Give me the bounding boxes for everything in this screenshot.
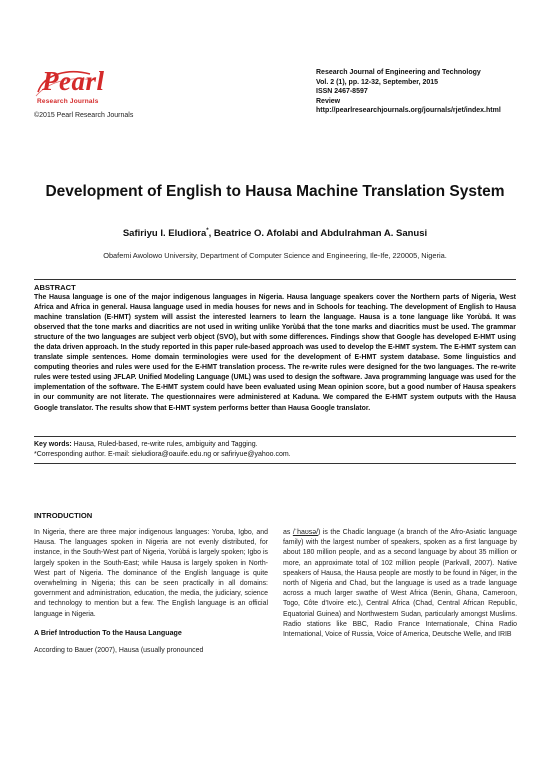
journal-volume: Vol. 2 (1), pp. 12-32, September, 2015 [316, 78, 439, 86]
journal-info [316, 68, 501, 116]
body-column-right [283, 528, 517, 640]
keywords [34, 441, 258, 448]
journal-issn: ISSN 2467-8597 [316, 88, 368, 96]
introduction-heading: INTRODUCTION [34, 511, 93, 520]
keywords-label: Key words: [34, 441, 72, 448]
abstract-heading: ABSTRACT [34, 283, 76, 292]
keywords-bottom-rule [34, 463, 516, 464]
abstract-text: The Hausa language is one of the major indigenous languages in Nigeria. Hausa language speakers cover the Northern parts of Nigeria, West Africa and Africa in general. Hausa language used in media houses for news and in Schools for teaching. The development of English to Hausa machine translation (E-HMT) system will assist the interested learners to learn the language. Hausa is a tone language like Yorùbá. It was observed that the tone marks and diacritics are not used in writing unlike Yorùbá that the tone marks and diacritics must be used. The grammar structure of the two languages are subject verb object (SVO), but with some differences. Findings show that Google has developed E-HMT using the data driven approach. In the study reported in this paper rule-based approach was used to develop the E-HMT system. The E-HMT system can translate simple sentences. Home domain terminologies were used for the development of E-HMT system database. Some linguistics and computing theories and rules were used for the E-HMT translation process. The re-write rules were designed for the two languages. The re-write rules were tested using JFLAP. Unified Modeling Language (UML) was used to design the software. Java programming language was used for the implementation of the software. The E-HMT system could have been evaluated using Mean opinion score, but a good number of Hausa speakers in our community are not literate. The questionnaires were administered at Kaduna. We compared the E-HMT system outputs with the Hausa Google translator. The results show that E-HMT system performs better than Hausa Google translator. [34, 294, 516, 412]
logo-subtitle: Research Journals [37, 98, 99, 105]
copyright: ©2015 Pearl Research Journals [34, 112, 134, 119]
author-asterisk: * [206, 228, 209, 234]
article-type: Review [316, 97, 341, 105]
intro-paragraph-3 [283, 528, 517, 640]
para-body: ) is the Chadic language (a branch of the Afro-Asiatic language family) with the largest number of speakers, spoken as a first language by about 180 million people, and as a second language by about 35 million or more, an approximate total of 102 million people (Parkvall, 2007). Native speakers of Hausa, the Hausa people are mostly to be found in Niger, in the north of Nigeria and Chad, but the language is used as a trade language across a much larger swathe of West Africa (Benin, Ghana, Cameroon, Togo, Côte d'Ivoire etc.), Central Africa (Chad, Central African Republic, Equatorial Guinea) and Northwestern Sudan, particularly amongst Muslims. Radio stations like BBC, Radio France Internationale, China Radio International, Voice of Russia, Voice of America, Deutsche Welle, and IRIB [283, 529, 517, 639]
author-rest: , Beatrice O. Afolabi and Abdulrahman A. Sanusi [208, 228, 428, 240]
affiliation: Obafemi Awolowo University, Department of Computer Science and Engineering, Ile-Ife, 220005, Nigeria. [103, 251, 447, 260]
corresponding-author: *Corresponding author. E-mail: sieludiora@oauife.edu.ng or safiriyue@yahoo.com. [34, 451, 291, 458]
ipa-link[interactable]: /ˈhaʊsə/ [292, 529, 319, 536]
keywords-list: Hausa, Ruled-based, re-write rules, ambiguity and Tagging. [71, 441, 258, 448]
journal-url[interactable]: http://pearlresearchjournals.org/journals/rjet/index.html [316, 107, 501, 115]
authors [40, 228, 510, 239]
publisher-logo [34, 66, 134, 110]
intro-paragraph-1: In Nigeria, there are three major indigenous languages: Yoruba, Igbo, and Hausa. The languages spoken in Nigeria are not evenly distributed, for instance, in the South-West part of Nigeria, Yorùbá is largely spoken; Igbo is largely spoken in the South-East; while Hausa is largely spoken in North-West part of Nigeria. The dominance of the English language is quite overwhelming in Nigeria; this can be seen practically in all domains: government and administration, education, the media, the judiciary, science and technology to mention but a few. The English language is an official language in Nigeria. [34, 529, 268, 618]
hausa-subheading: A Brief Introduction To the Hausa Language [34, 628, 182, 637]
paper-title: Development of English to Hausa Machine Translation System [45, 183, 505, 200]
logo-word: Pearl [42, 66, 105, 96]
para-prefix: as [283, 529, 293, 536]
author-first: Safiriyu I. Eludiora [122, 228, 207, 240]
journal-name: Research Journal of Engineering and Technology [316, 69, 481, 76]
abstract-bottom-rule [34, 436, 516, 437]
body-column-left [34, 528, 268, 656]
intro-paragraph-2: According to Bauer (2007), Hausa (usually pronounced [34, 647, 204, 655]
abstract-top-rule [34, 279, 516, 280]
